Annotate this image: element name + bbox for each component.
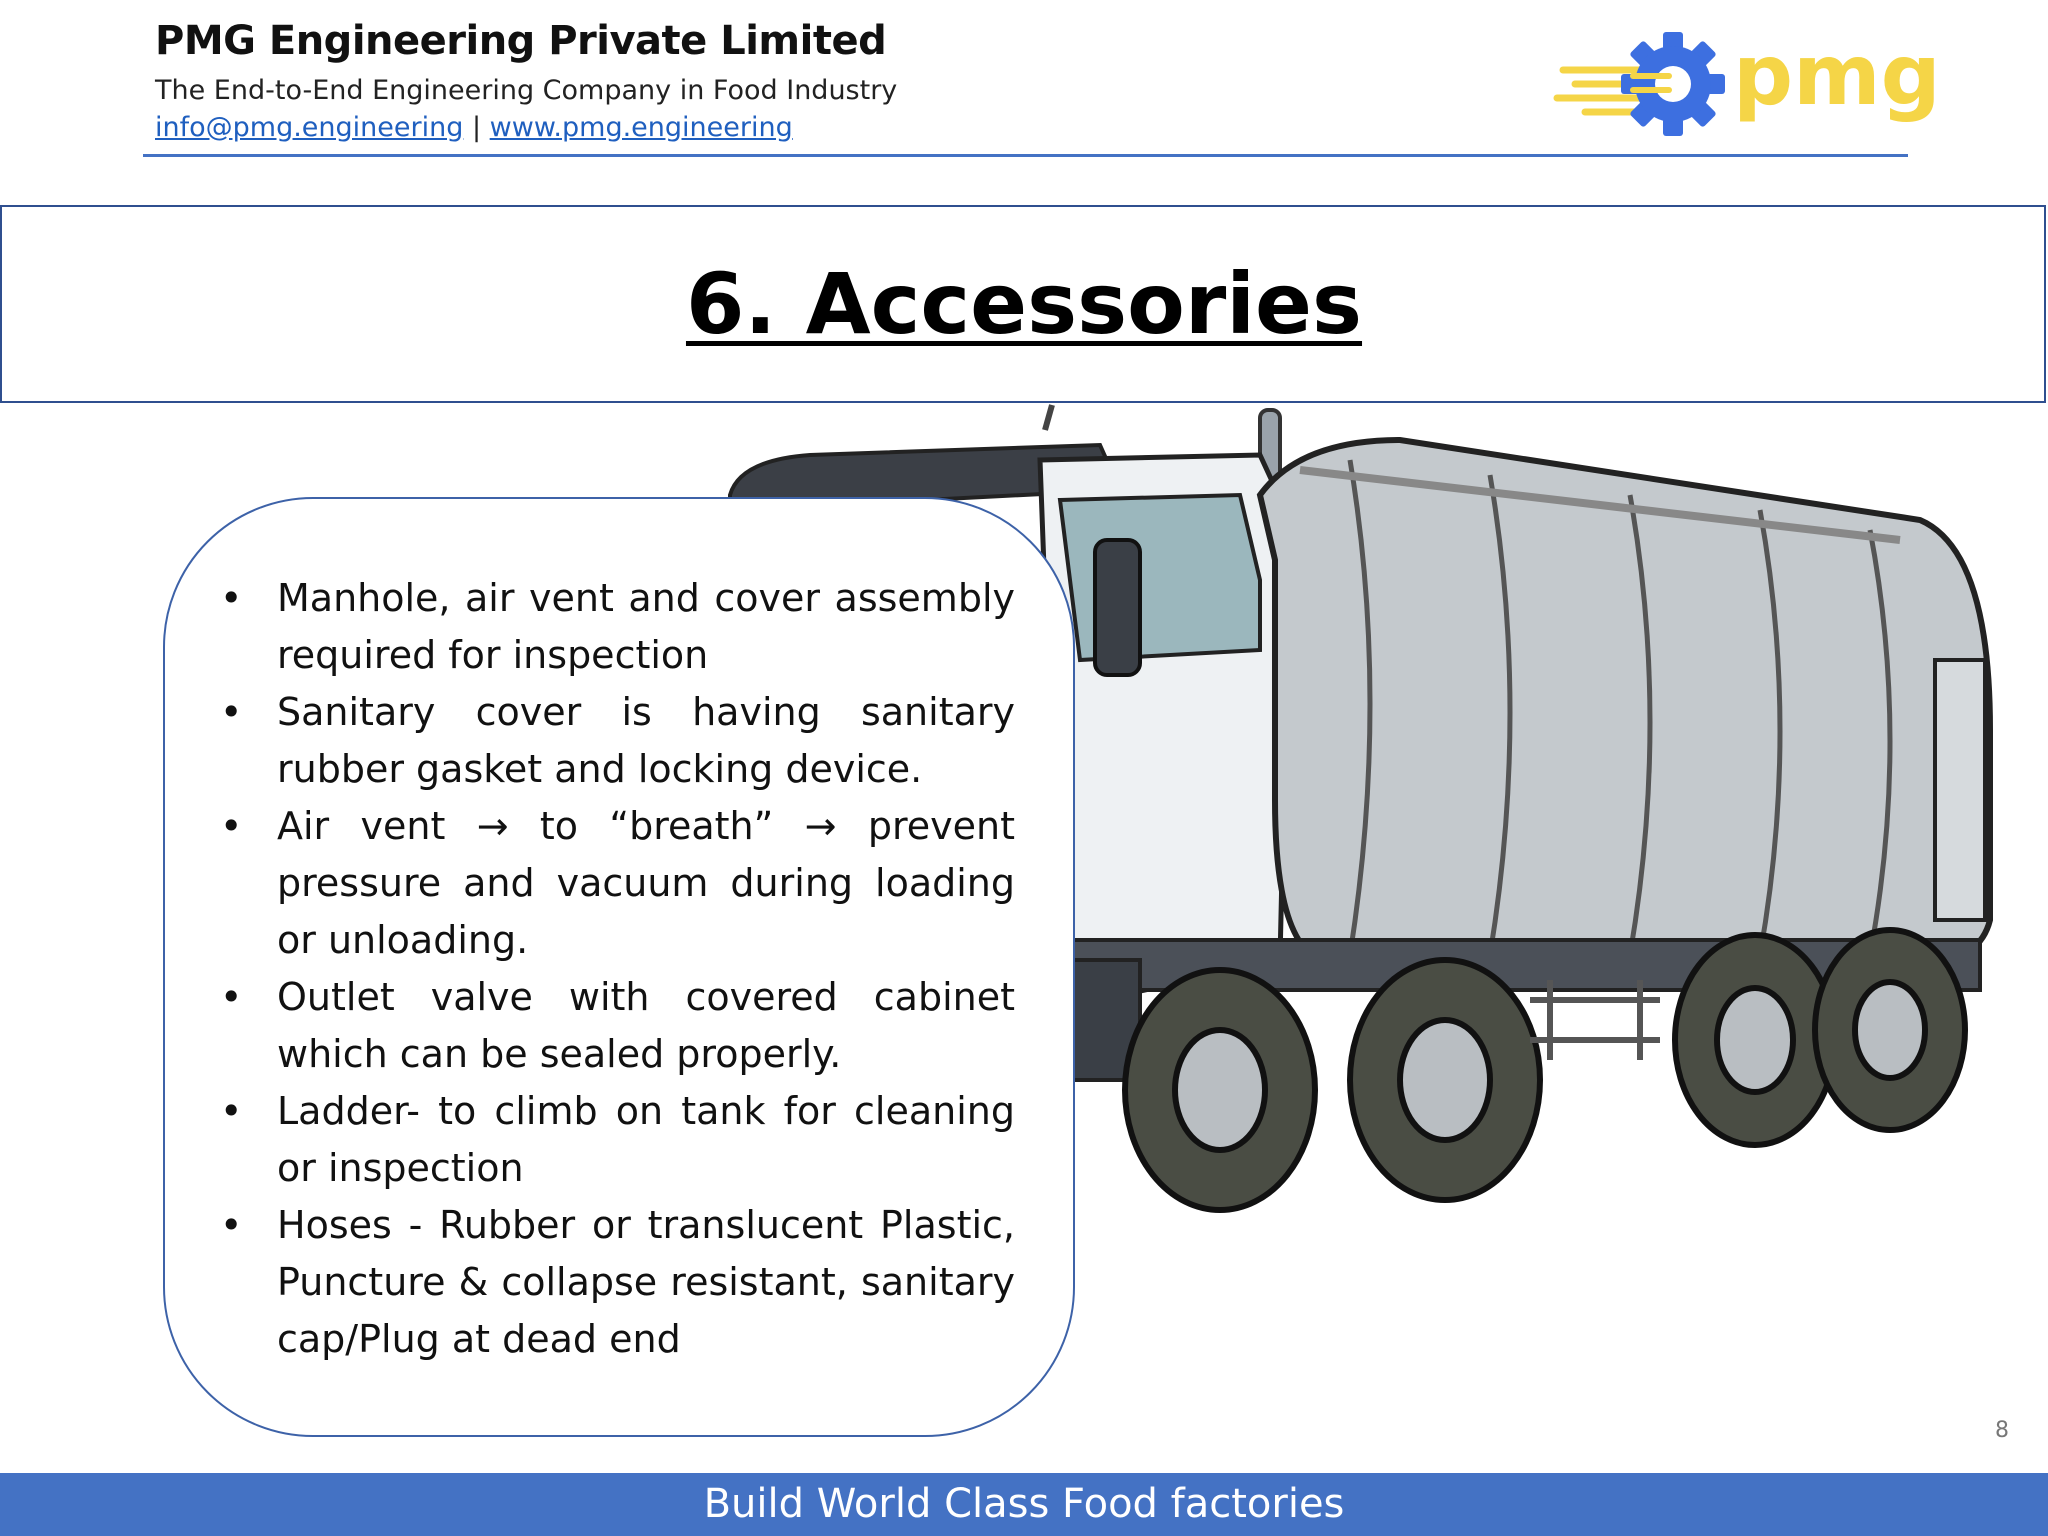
list-item: • Air vent → to “breath” → prevent pressure and vacuum during loading or unloading. [220,798,1015,969]
contact-line [155,112,793,143]
gear-icon [1621,32,1725,136]
list-item: • Sanitary cover is having sanitary rubber gasket and locking device. [220,684,1015,798]
contact-separator: | [471,112,482,143]
slide-title: 6. Accessories [685,255,1363,353]
slide-footer: Build World Class Food factories [0,1473,2048,1536]
company-tagline: The End-to-End Engineering Company in Food Industry [155,75,898,106]
page-number: 8 [1995,1418,2009,1443]
list-item: • Ladder- to climb on tank for cleaning or inspection [220,1083,1015,1197]
website-link[interactable]: www.pmg.engineering [489,112,793,143]
list-item: • Outlet valve with covered cabinet which can be sealed properly. [220,969,1015,1083]
header-divider [143,154,1908,157]
logo-wordmark: pmg [1733,26,1941,124]
email-link[interactable]: info@pmg.engineering [155,112,464,143]
list-item: • Manhole, air vent and cover assembly required for inspection [220,570,1015,684]
company-name: PMG Engineering Private Limited [155,18,887,64]
pmg-logo [1555,22,1941,142]
accessories-list [220,570,1015,1368]
list-item: • Hoses - Rubber or translucent Plastic, Puncture & collapse resistant, sanitary cap/Plug at dead end [220,1197,1015,1368]
slide-header [0,0,2048,160]
